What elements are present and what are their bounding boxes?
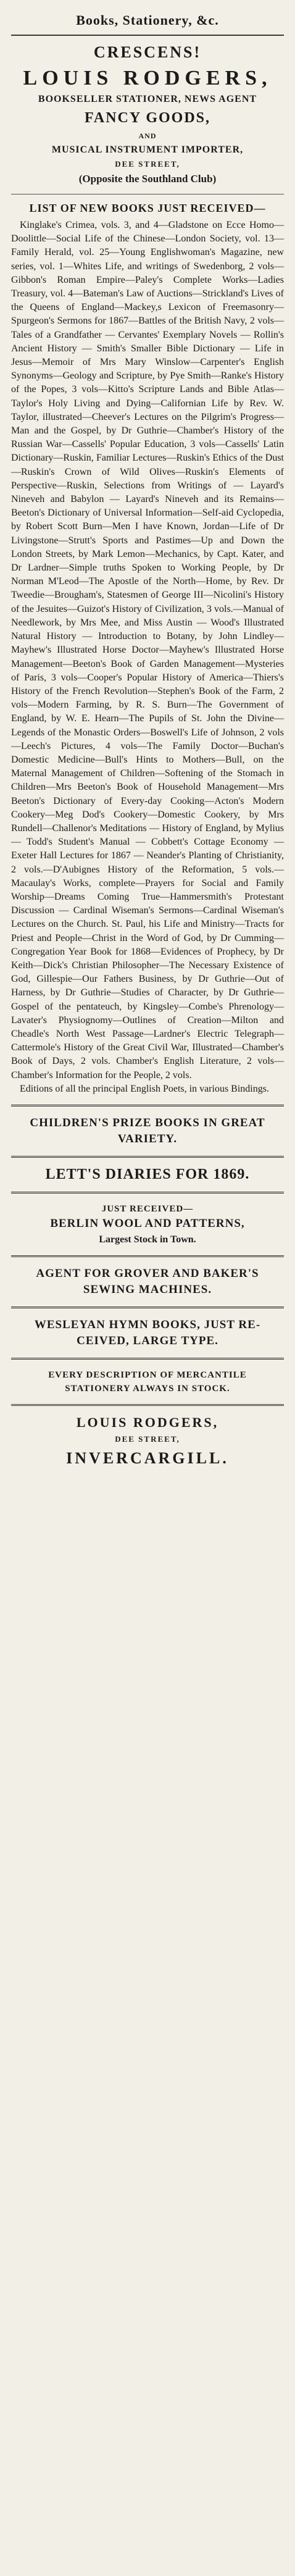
divider [11, 1358, 284, 1360]
divider [11, 1192, 284, 1194]
footer-city: INVERCARGILL. [66, 1449, 229, 1467]
divider [11, 1307, 284, 1308]
footer-street: DEE STREET, [115, 1434, 180, 1444]
importer-line: MUSICAL INSTRUMENT IMPORTER, [51, 144, 244, 155]
hymn-line-1: WESLEYAN HYMN BOOKS, JUST RE- [34, 1318, 261, 1331]
book-list-heading: LIST OF NEW BOOKS JUST RECEIVED— [29, 202, 266, 214]
and-line: AND [138, 132, 157, 140]
hymn-line-2: CEIVED, LARGE TYPE. [77, 1334, 218, 1347]
diaries-notice: LETT'S DIARIES FOR 1869. [45, 1166, 250, 1182]
book-list-body: Kinglake's Crimea, vols. 3, and 4—Gladstone on Ecce Homo—Doolittle—Social Life of the Chinese—London Society, vol. 13—Family Herald, vol. 25—Young Englishwoman's Magazine, new series, vol. 1—Whites Life, and writings of Swedenborg, 2 vols—Gibbon's Roman Empire—Paley's Complete Works—Ladies Treasury, vol. 4—Bateman's Law of Auctions—Strickland's Lives of the Queens of England—Mackey,s Lexicon of Freemasonry—Spurgeon's Sermons for 1867—Battles of the British Navy, 2 vols—Tales of a Grandfather — Cervantes' Exemplary Novels — Rollin's Ancient History — Smith's Smaller Bible Dictionary — Life in Jesus—Memoir of Mrs Mary Winslow—Carpenter's English Synonyms—Geology and Scripture, by Pye Smith—Ranke's History of the Popes, 3 vols—Kitto's Scripture Lands and Bible Atlas—Taylor's Holy Living and Dying—Californian Life by Rev. W. Taylor, illustrated—Cheever's Lectures on the Pilgrim's Progress—Man and the Gospel, by Dr Guthrie—Chamber's History of the Russian War—Cassells' Popular Education, 3 vols—Cassells' Latin Dictionary—Ruskin, Familiar Lectures—Ruskin's Ethics of the Dust—Ruskin's Crown of Wild Olives—Ruskin's Elements of Perspective—Ruskin, Selections from Writings of — Layard's Nineveh and Babylon — Layard's Nineveh and its Remains—Beeton's Dictionary of Universal Information—Self-aid Cyclopedia, by Robert Scott Burn—Men I have Known, Jordan—Life of Dr Livingstone—Strutt's Sports and Pastimes—Up and Down the London Streets, by Mark Lemon—Mechanics, by Capt. Kater, and Dr Lardner—Simple truths Spoken to Working People, by Dr Norman M'Leod—The Apostle of the North—Home, by Rev. Dr Tweedie—Brougham's, Statesmen of George III—Nicolini's History of the Jesuites—Guizot's History of Civilization, 3 vols.—Manual of Needlework, by Mrs Mee, and Miss Austin — Wood's Illustrated Natural History — Introduction to Botany, by John Lindley—Mayhew's Illustrated Horse Doctor—Mayhew's Illustrated Horse Management—Beeton's Book of Garden Management—Mysteries of Paris, 3 vols—Cooper's Popular History of America—Thiers's History of the French Revolution—Stephen's Book of the Farm, 2 vols—Modern Farming, by R. S. Burn—The Government of England, by W. E. Hearn—The Pupils of St. John the Divine—Legends of the Monastic Orders—Boswell's Life of Johnson, 2 vols—Leech's Pictures, 4 vols—The Family Doctor—Buchan's Domestic Medicine—Bull's Hints to Mothers—Bull, on the Maternal Management of Children—Softening of the Stomach in Children—Mrs Beeton's Book of Household Management—Mrs Beeton's Dictionary of Every-day Cooking—Acton's Modern Cookery—Meg Dod's Cookery—Domestic Cookery, by Mrs Rundell—Challenor's Meditations — History of England, by Mylius — Todd's Student's Manual — Cobbett's Cottage Economy — Exeter Hall Lectures for 1867 — Neander's Planting of Christianity, 2 vols.—D'Aubignes History of the Reformation, 5 vols.—Macaulay's Works, complete—Prayers for Social and Family Worship—Dreams Coming True—Hammersmith's Protestant Discussion — Cardinal Wiseman's Sermons—Cardinal Wiseman's Lectures on the Church. St. Paul, his Life and Ministry—Tracts for Priest and People—Christ in the Word of God, by Dr Cumming—Congregation Year Book for 1868—Evidences of Prophecy, by Dr Keith—Dick's Christian Philosopher—The Necessary Existence of God, Gillespie—Our Fathers Business, by Dr Guthrie—Out of Harness, by Dr Guthrie—Studies of Character, by Dr Guthrie—Gospel of the pentateuch, by Kingsley—Combe's Phrenology—Lavater's Physiognomy—Outlines of Creation—Milton and Cheadle's North West Passage—Lardner's Electric Telegraph—Cattermole's History of the Great Civil War, Illustrated—Chamber's Book of Days, 2 vols. Chamber's English Literature, 2 vols—Chamber's Information for the People, 2 vols. [11, 220, 284, 1081]
trades-line: BOOKSELLER STATIONER, NEWS AGENT [38, 94, 257, 104]
divider [11, 35, 284, 36]
berlin-line-1: JUST RECEIVED— [101, 1204, 194, 1214]
prize-line-2: VARIETY. [117, 1132, 178, 1145]
goods-line: FANCY GOODS, [85, 110, 210, 126]
street-line: DEE STREET, [115, 159, 180, 169]
prize-line-1: CHILDREN'S PRIZE BOOKS IN GREAT [30, 1116, 265, 1129]
mercantile-line-1: EVERY DESCRIPTION OF MERCANTILE [48, 1370, 247, 1380]
berlin-line-3: Largest Stock in Town. [99, 1234, 196, 1245]
hymn-books-notice [11, 1317, 284, 1349]
footer-proprietor: LOUIS RODGERS, [76, 1415, 219, 1430]
section-heading: Books, Stationery, &c. [76, 12, 219, 28]
mercantile-notice [11, 1368, 284, 1395]
berlin-line-2: BERLIN WOOL AND PATTERNS, [50, 1217, 245, 1230]
agent-line-1: AGENT FOR GROVER AND BAKER'S [36, 1267, 259, 1280]
divider [11, 1156, 284, 1158]
proprietor-name: LOUIS RODGERS, [23, 67, 272, 90]
divider [11, 1105, 284, 1106]
opposite-line: (Opposite the Southland Club) [78, 173, 217, 185]
sewing-machine-notice [11, 1266, 284, 1298]
crescens-heading: CRESCENS! [93, 43, 202, 61]
agent-line-2: SEWING MACHINES. [83, 1283, 212, 1296]
mercantile-line-2: STATIONERY ALWAYS IN STOCK. [65, 1384, 230, 1394]
prize-books-notice [11, 1115, 284, 1147]
berlin-wool-notice [11, 1202, 284, 1247]
editions-note: Editions of all the principal English Poets, in various Bindings. [20, 1083, 269, 1094]
divider [11, 1255, 284, 1257]
divider [11, 1404, 284, 1406]
